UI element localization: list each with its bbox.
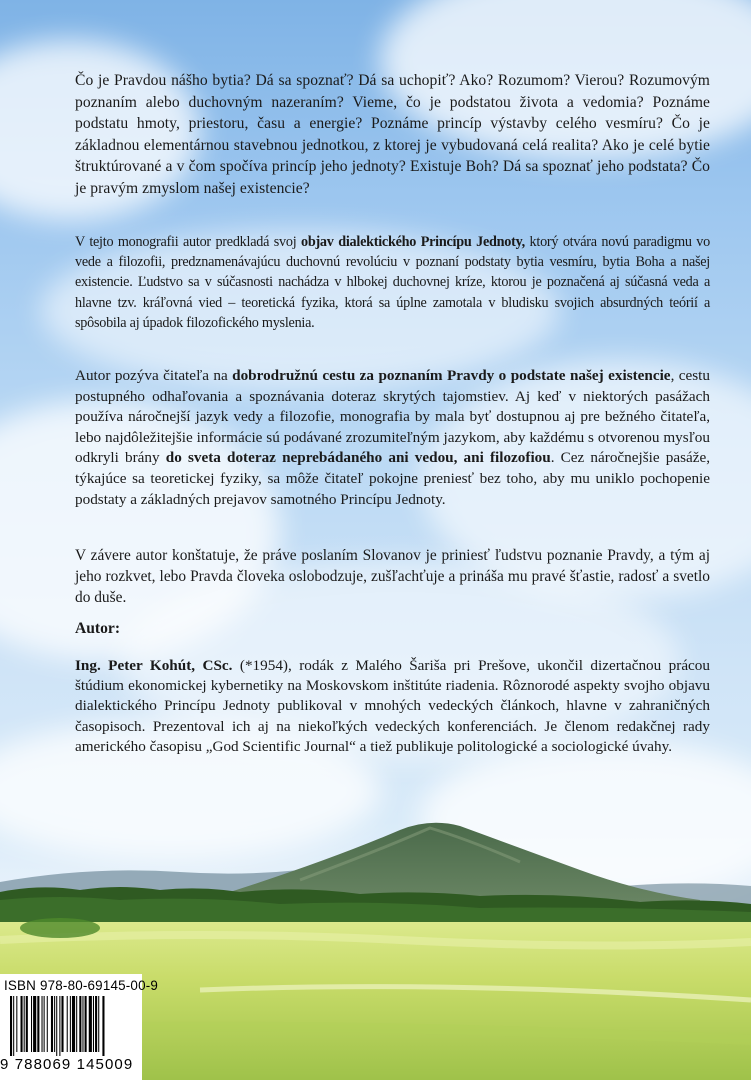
- barcode-bar: [79, 996, 81, 1052]
- barcode-bar: [72, 996, 75, 1052]
- barcode-bar: [54, 996, 55, 1052]
- barcode-bar: [26, 996, 28, 1052]
- author-heading: Autor:: [75, 620, 121, 637]
- barcode-bar: [95, 996, 97, 1052]
- monograph-text-start: V tejto monografii autor predkladá svoj: [75, 234, 301, 250]
- author-bio-details: (*1954), rodák z Malého Šariša pri Prešove, ukončil dizertačnou prácou štúdium ekonomickej kybernetiky na Moskovskom inštitúte riadenia. Rôznorodé aspekty svojho objavu dialektického Princípu Jednoty publikoval v mnohých vedeckých článkoch, hlavne v zahraničných časopisoch. Prezentoval ich aj na niekoľkých vedeckých konferenciách. Je členom redakčnej rady amerického časopisu „God Scientific Journal“ a tiež publikuje politologické a sociologické úvahy.: [75, 657, 710, 755]
- barcode-bar: [89, 996, 92, 1052]
- barcode-bar: [51, 996, 53, 1052]
- monograph-text-bold: objav dialektického Princípu Jednoty,: [300, 234, 525, 250]
- conclusion-paragraph: [75, 545, 710, 609]
- invitation-paragraph: [75, 366, 710, 510]
- barcode-bar: [98, 996, 99, 1052]
- author-bio-paragraph: [75, 656, 710, 757]
- barcode-bar: [44, 996, 45, 1052]
- isbn-barcode: [0, 974, 159, 1080]
- monograph-paragraph: [75, 232, 710, 333]
- invitation-text-start: Autor pozýva čitateľa na: [75, 367, 233, 384]
- barcode-bar: [76, 996, 77, 1052]
- invitation-text-bold-1: dobrodružnú cestu za poznaním Pravdy o podstate našej existencie: [232, 367, 671, 384]
- barcode-bar: [82, 996, 83, 1052]
- barcode-bar: [85, 996, 87, 1052]
- barcode-bar: [59, 996, 60, 1056]
- monograph-text: [75, 232, 710, 333]
- barcode-bar: [16, 996, 17, 1052]
- barcode-bar: [56, 996, 57, 1056]
- barcode-bar: [42, 996, 43, 1052]
- author-name: Ing. Peter Kohút, CSc.: [75, 657, 233, 674]
- barcode-bar: [13, 996, 14, 1056]
- intro-questions-text: Čo je Pravdou nášho bytia? Dá sa spoznať? Dá sa uchopiť? Ako? Rozumom? Vierou? Rozumovým poznaním alebo duchovným nazeraním? Vieme, čo je podstatou života a vedomia? Poznáme podstatu hmoty, priestoru, času a energie? Poznáme princíp výstavby celého vesmíru? Čo je základnou elementárnou stavebnou jednotkou, z ktorej je vybudovaná celá realita? Ako je celé bytie štruktúrované a v čom spočíva princíp jeho jednoty? Existuje Boh? Dá sa spoznať jeho podstata? Čo je pravým zmyslom našej existencie?: [75, 72, 710, 197]
- barcode-bar: [70, 996, 71, 1052]
- invitation-text: [75, 366, 710, 510]
- barcode-bar: [67, 996, 68, 1052]
- invitation-text-middle: , cestu postupného odhaľovania a spoznávania doteraz skrytých tajomstiev. Aj keď v niektorých pasážach používa náročnejší jazyk vedy a filozofie, monografia by mala byť dostupnou aj pre bežného čitateľa, lebo najdôležitejšie informácie sú podávané zrozumiteľným jazykom, aby každému s otvorenou mysľou odkryli brány: [75, 367, 710, 467]
- invitation-text-end: . Cez náročnejšie pasáže, týkajúce sa teoretickej fyziky, sa môže čitateľ pokojne preniesť bez toho, aby mu uniklo pochopenie podstaty a základných prejavov samotného Princípu Jednoty.: [75, 449, 711, 508]
- barcode-bar: [24, 996, 25, 1052]
- barcode-bar: [61, 996, 63, 1052]
- barcode-digits: 9 788069 145009: [0, 1056, 134, 1073]
- monograph-text-end: ktorý otvára novú paradigmu vo vede a filozofii, predznamenávajúcu duchovnú revolúciu v poznaní podstaty bytia vesmíru, bytia Boha a našej existencie. Ľudstvo sa v súčasnosti nachádza v hlbokej duchovnej kríze, ktorou je poznačená aj súčasná veda a hlavne tzv. kráľovná vied – teoretická fyzika, ktorá sa úplne zamotala v bludisku svojich absurdných teórií a spôsobila aj úpadok filozofického myslenia.: [75, 234, 710, 331]
- barcode-bars: [2, 996, 140, 1056]
- barcode-bar: [21, 996, 23, 1052]
- barcode-bar: [47, 996, 48, 1052]
- conclusion-text: V závere autor konštatuje, že práve poslaním Slovanov je priniesť ľudstvu poznanie Pravdy, a tým aj jeho rozkvet, lebo Pravda človeka oslobodzuje, zušľachťuje a prináša mu pravé šťastie, radosť a svetlo do duše.: [75, 547, 710, 607]
- isbn-label: ISBN 978-80-69145-00-9: [4, 978, 159, 993]
- barcode-bar: [93, 996, 94, 1052]
- barcode-bar: [37, 996, 39, 1052]
- barcode-bar: [10, 996, 12, 1056]
- author-bio-text: [75, 656, 710, 757]
- barcode-bar: [33, 996, 36, 1052]
- intro-questions-paragraph: [75, 70, 710, 200]
- invitation-text-bold-2: do sveta doteraz neprebádaného ani vedou, ani filozofiou: [165, 449, 551, 467]
- barcode-bar: [31, 996, 32, 1052]
- barcode-bar: [102, 996, 104, 1056]
